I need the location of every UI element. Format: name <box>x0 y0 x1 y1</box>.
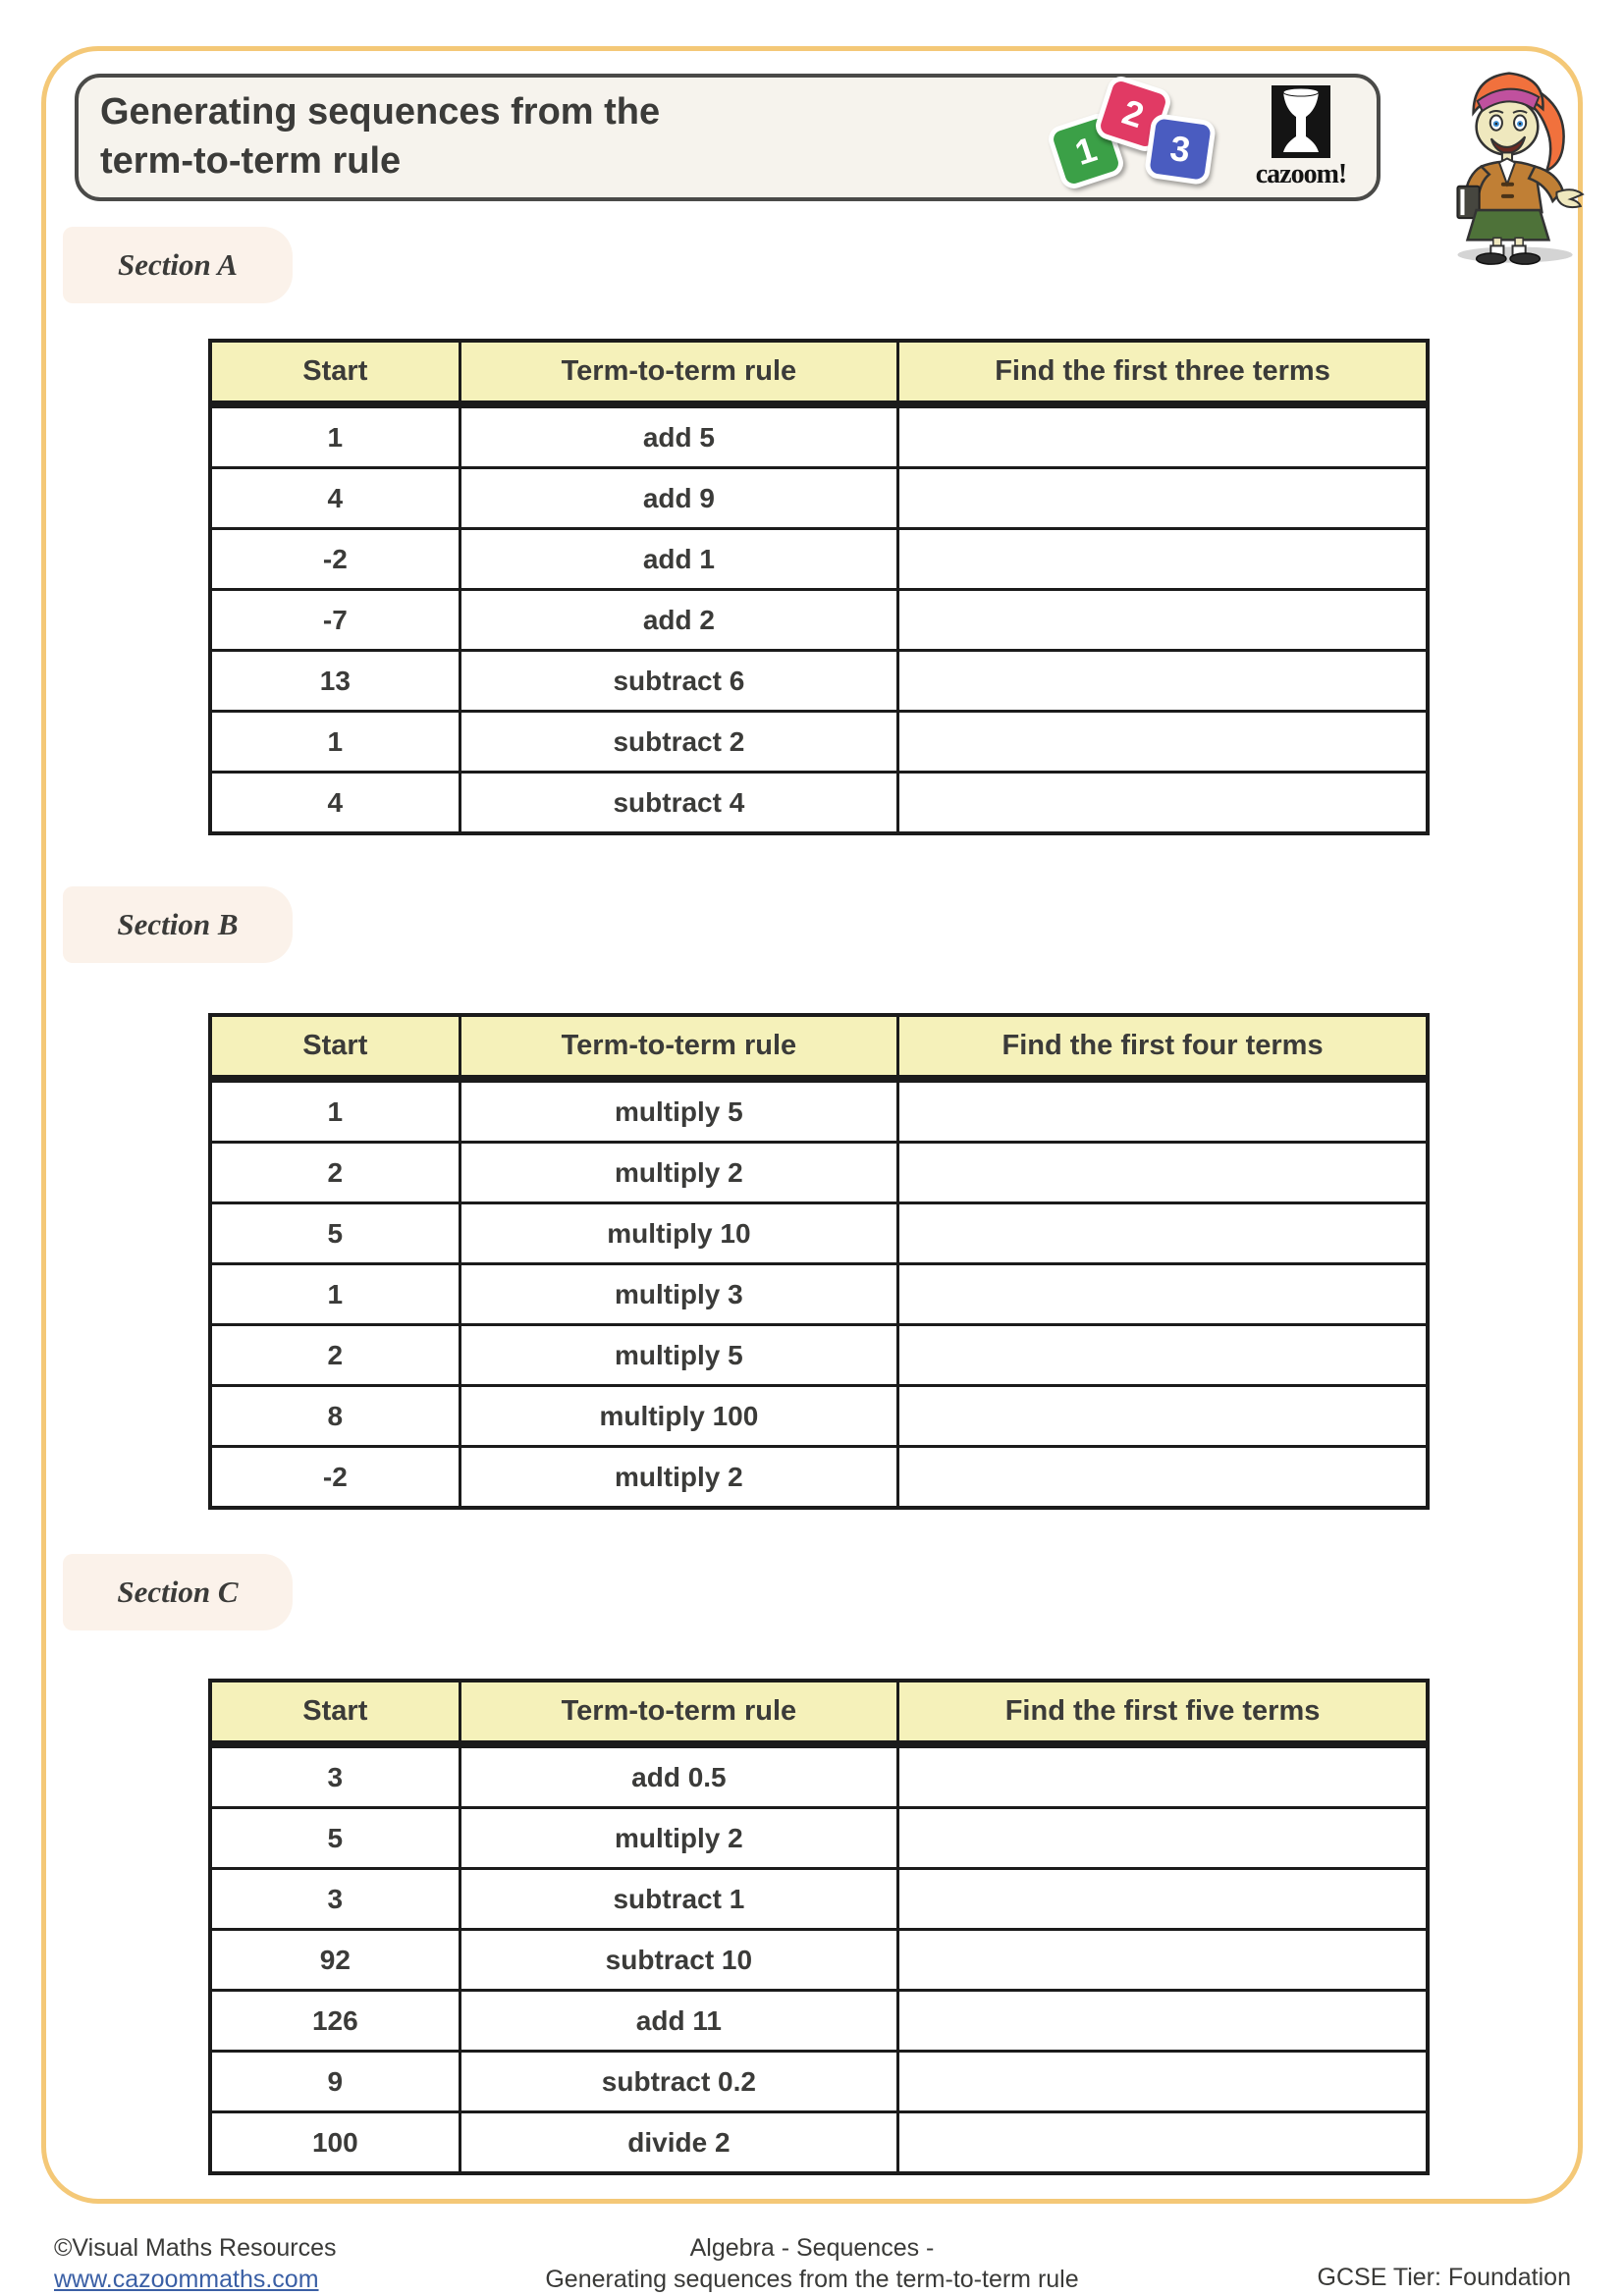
table-row <box>210 2052 1428 2112</box>
start-cell: 5 <box>210 1808 460 1869</box>
table-row <box>210 1325 1428 1386</box>
tile-2-label: 2 <box>1117 90 1150 136</box>
column-header-start: Start <box>210 1015 460 1079</box>
rule-cell: multiply 2 <box>460 1143 897 1203</box>
page-title <box>100 87 660 186</box>
section-a-label-text: Section A <box>117 247 238 282</box>
table-header-row <box>210 1681 1428 1744</box>
section-b-label-text: Section B <box>117 907 239 941</box>
footer-topic-line2: Generating sequences from the term-to-term rule <box>545 2266 1079 2293</box>
column-header-rule: Term-to-term rule <box>460 1015 897 1079</box>
rule-cell: subtract 1 <box>460 1869 897 1930</box>
column-header-start: Start <box>210 341 460 404</box>
start-cell: 3 <box>210 1744 460 1808</box>
rule-cell: add 5 <box>460 404 897 468</box>
section-c-table <box>208 1679 1430 2175</box>
table-row <box>210 1447 1428 1509</box>
rule-cell: subtract 2 <box>460 712 897 773</box>
column-header-rule: Term-to-term rule <box>460 341 897 404</box>
footer-tier-text: GCSE Tier: Foundation <box>1317 2264 1571 2291</box>
answer-cell[interactable] <box>898 590 1428 651</box>
page-footer <box>0 2230 1624 2293</box>
rule-cell: add 11 <box>460 1991 897 2052</box>
table-row <box>210 468 1428 529</box>
rule-cell: subtract 4 <box>460 773 897 834</box>
rule-cell: add 0.5 <box>460 1744 897 1808</box>
answer-cell[interactable] <box>898 1079 1428 1143</box>
table-row <box>210 1264 1428 1325</box>
column-header-answer: Find the first three terms <box>898 341 1428 404</box>
start-cell: 100 <box>210 2112 460 2174</box>
answer-cell[interactable] <box>898 404 1428 468</box>
rule-cell: multiply 2 <box>460 1447 897 1509</box>
rule-cell: multiply 100 <box>460 1386 897 1447</box>
column-header-answer: Find the first four terms <box>898 1015 1428 1079</box>
table-row <box>210 1991 1428 2052</box>
answer-cell[interactable] <box>898 1264 1428 1325</box>
answer-cell[interactable] <box>898 468 1428 529</box>
table-header-row <box>210 1015 1428 1079</box>
column-header-start: Start <box>210 1681 460 1744</box>
table-row <box>210 1203 1428 1264</box>
tile-1-label: 1 <box>1069 128 1102 174</box>
answer-cell[interactable] <box>898 1930 1428 1991</box>
table-row <box>210 712 1428 773</box>
start-cell: -7 <box>210 590 460 651</box>
start-cell: 13 <box>210 651 460 712</box>
table-row <box>210 1808 1428 1869</box>
worksheet-header <box>75 74 1380 201</box>
rule-cell: multiply 10 <box>460 1203 897 1264</box>
drum-icon <box>1272 85 1330 158</box>
rule-cell: multiply 3 <box>460 1264 897 1325</box>
start-cell: 126 <box>210 1991 460 2052</box>
start-cell: -2 <box>210 529 460 590</box>
rule-cell: add 1 <box>460 529 897 590</box>
footer-topic-line1: Algebra - Sequences - <box>689 2234 935 2262</box>
start-cell: 3 <box>210 1869 460 1930</box>
tile-3-label: 3 <box>1167 127 1193 171</box>
rule-cell: divide 2 <box>460 2112 897 2174</box>
start-cell: 8 <box>210 1386 460 1447</box>
answer-cell[interactable] <box>898 1744 1428 1808</box>
start-cell: 1 <box>210 1264 460 1325</box>
rule-cell: add 2 <box>460 590 897 651</box>
start-cell: 2 <box>210 1143 460 1203</box>
section-a-label <box>63 227 293 303</box>
answer-cell[interactable] <box>898 712 1428 773</box>
table-row <box>210 773 1428 834</box>
table-row <box>210 590 1428 651</box>
column-header-answer: Find the first five terms <box>898 1681 1428 1744</box>
answer-cell[interactable] <box>898 773 1428 834</box>
rule-cell: multiply 2 <box>460 1808 897 1869</box>
cazoom-brand-logo <box>1237 85 1365 190</box>
section-b-label <box>63 886 293 963</box>
rule-cell: subtract 10 <box>460 1930 897 1991</box>
start-cell: 9 <box>210 2052 460 2112</box>
girl-illustration <box>1416 51 1604 265</box>
start-cell: 4 <box>210 468 460 529</box>
answer-cell[interactable] <box>898 1143 1428 1203</box>
answer-cell[interactable] <box>898 1325 1428 1386</box>
table-row <box>210 1079 1428 1143</box>
answer-cell[interactable] <box>898 1203 1428 1264</box>
start-cell: -2 <box>210 1447 460 1509</box>
section-c-label-text: Section C <box>117 1575 239 1609</box>
start-cell: 1 <box>210 1079 460 1143</box>
table-row <box>210 404 1428 468</box>
start-cell: 4 <box>210 773 460 834</box>
table-row <box>210 1869 1428 1930</box>
answer-cell[interactable] <box>898 529 1428 590</box>
column-header-rule: Term-to-term rule <box>460 1681 897 1744</box>
section-b-table <box>208 1013 1430 1510</box>
copyright-text: ©Visual Maths Resources <box>54 2234 337 2262</box>
answer-cell[interactable] <box>898 1869 1428 1930</box>
start-cell: 5 <box>210 1203 460 1264</box>
table-row <box>210 2112 1428 2174</box>
cazoom-logo-cluster <box>1046 78 1370 197</box>
start-cell: 1 <box>210 404 460 468</box>
start-cell: 92 <box>210 1930 460 1991</box>
rule-cell: multiply 5 <box>460 1325 897 1386</box>
table-row <box>210 1143 1428 1203</box>
start-cell: 1 <box>210 712 460 773</box>
table-row <box>210 529 1428 590</box>
section-a-table <box>208 339 1430 835</box>
website-link[interactable]: www.cazoommaths.com <box>54 2266 319 2293</box>
answer-cell[interactable] <box>898 1447 1428 1509</box>
rule-cell: subtract 6 <box>460 651 897 712</box>
page-title-line2: term-to-term rule <box>100 140 402 183</box>
answer-cell[interactable] <box>898 1808 1428 1869</box>
answer-cell[interactable] <box>898 651 1428 712</box>
table-row <box>210 651 1428 712</box>
table-row <box>210 1930 1428 1991</box>
section-c-label <box>63 1554 293 1630</box>
cazoom-wordmark: cazoom! <box>1255 159 1347 189</box>
number-tile-3-icon <box>1144 113 1218 187</box>
table-header-row <box>210 341 1428 404</box>
table-row <box>210 1744 1428 1808</box>
answer-cell[interactable] <box>898 2052 1428 2112</box>
answer-cell[interactable] <box>898 1386 1428 1447</box>
answer-cell[interactable] <box>898 1991 1428 2052</box>
start-cell: 2 <box>210 1325 460 1386</box>
rule-cell: multiply 5 <box>460 1079 897 1143</box>
rule-cell: add 9 <box>460 468 897 529</box>
page-title-line1: Generating sequences from the <box>100 91 661 133</box>
rule-cell: subtract 0.2 <box>460 2052 897 2112</box>
table-row <box>210 1386 1428 1447</box>
answer-cell[interactable] <box>898 2112 1428 2174</box>
